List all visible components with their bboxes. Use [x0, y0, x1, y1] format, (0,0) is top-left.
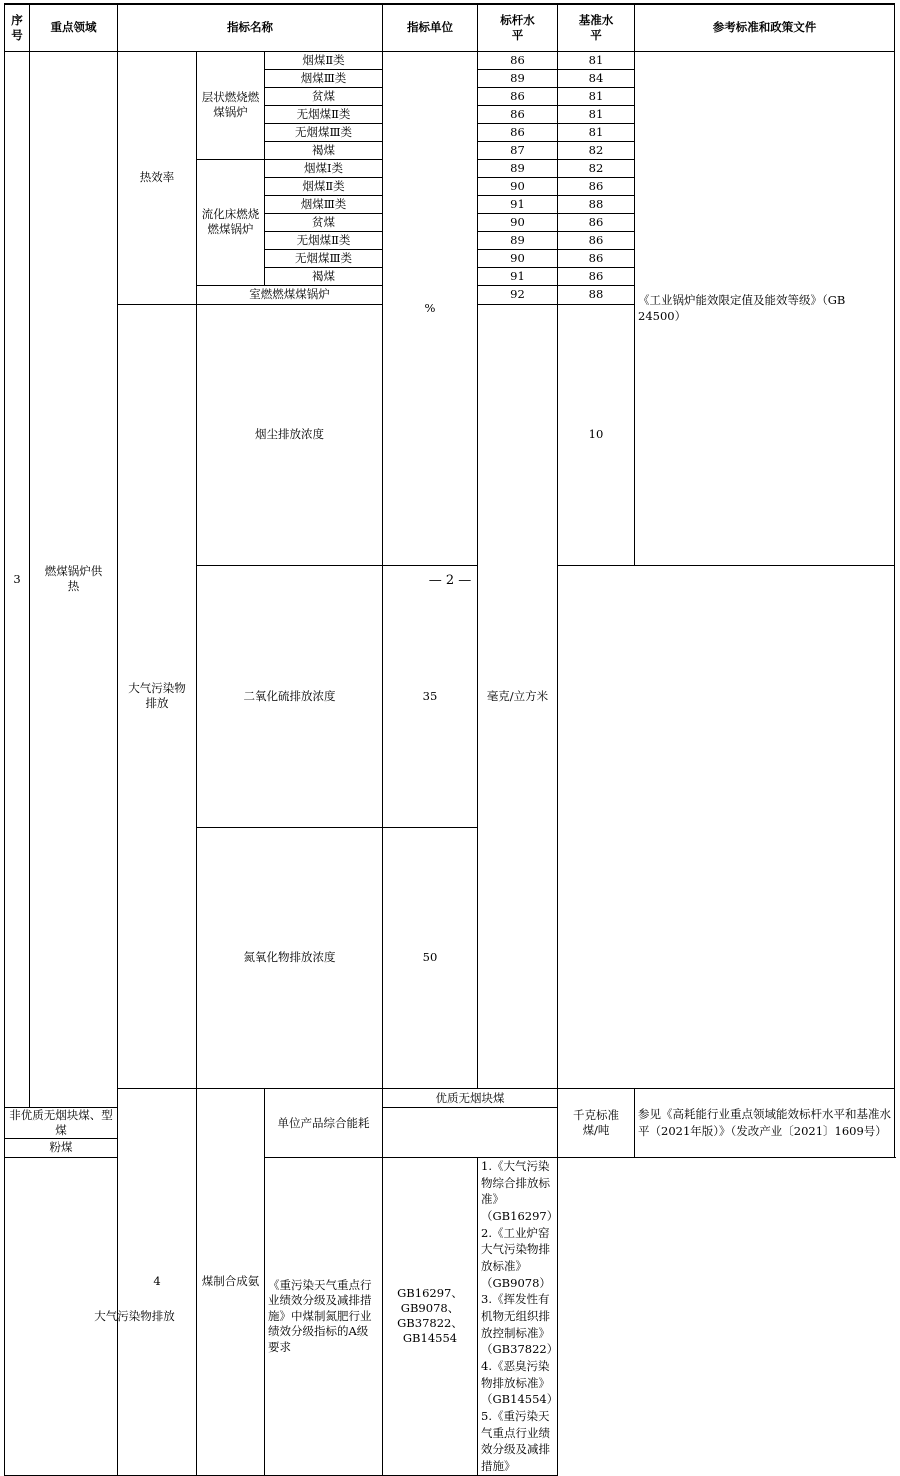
base-value: 86 [558, 231, 635, 249]
pollution-base: GB16297、GB9078、GB37822、GB14554 [383, 1157, 478, 1475]
base-value: 81 [558, 87, 635, 105]
table-row [5, 1157, 895, 1475]
energy-unit: 千克标准煤/吨 [558, 1089, 635, 1158]
coal-type: 烟煤Ⅲ类 [265, 69, 383, 87]
header-row [5, 4, 895, 51]
reference-line: 3.《挥发性有机物无组织排放控制标准》（GB37822） [481, 1292, 559, 1357]
header-baseline: 基准水平 [558, 4, 635, 51]
bench-value: 91 [478, 267, 558, 285]
thermal-label: 热效率 [118, 51, 197, 304]
coal-type: 无烟煤Ⅲ类 [265, 249, 383, 267]
pollution-label: 大气污染物排放 [5, 1157, 265, 1475]
pollutant-name: 二氧化硫排放浓度 [197, 566, 383, 828]
header-indicator: 指标名称 [118, 4, 383, 51]
base-value: 81 [558, 51, 635, 69]
coal-type: 贫煤 [265, 87, 383, 105]
bench-value: 86 [478, 105, 558, 123]
base-value: 82 [558, 159, 635, 177]
page-number: — 2 — [428, 573, 472, 588]
pollution-reference [478, 1157, 558, 1475]
base-value: 84 [558, 69, 635, 87]
bench-value: 90 [478, 213, 558, 231]
reference-line: 2.《工业炉窑大气污染物排放标准》（GB9078） [481, 1225, 551, 1290]
layered-boiler-label: 层状燃烧燃煤锅炉 [197, 51, 265, 159]
base-value: 86 [558, 249, 635, 267]
seq-cell: 3 [5, 51, 30, 1108]
reference-line: 1.《大气污染物综合排放标准》（GB16297） [481, 1158, 559, 1223]
coal-type: 无烟煤Ⅱ类 [265, 105, 383, 123]
bench-value: 35 [383, 566, 478, 828]
bench-value: 92 [478, 285, 558, 304]
field-cell: 煤制合成氨 [197, 1089, 265, 1476]
base-value: 86 [558, 267, 635, 285]
chamber-boiler-label: 室燃燃煤煤锅炉 [197, 285, 383, 304]
energy-item: 粉煤 [5, 1138, 118, 1157]
coal-type: 无烟煤Ⅱ类 [265, 231, 383, 249]
pollution-unit: 毫克/立方米 [478, 304, 558, 1089]
header-reference: 参考标准和政策文件 [635, 4, 895, 51]
coal-type: 褐煤 [265, 141, 383, 159]
header-field: 重点领域 [30, 4, 118, 51]
bench-value: 89 [478, 69, 558, 87]
pollutant-name: 氮氧化物排放浓度 [197, 827, 383, 1089]
coal-type: 烟煤Ⅱ类 [265, 177, 383, 195]
coal-type: 褐煤 [265, 267, 383, 285]
energy-label: 单位产品综合能耗 [265, 1089, 383, 1158]
fluidized-boiler-label: 流化床燃烧燃煤锅炉 [197, 159, 265, 285]
coal-type: 贫煤 [265, 213, 383, 231]
bench-value: 86 [478, 87, 558, 105]
base-value: 88 [558, 195, 635, 213]
table-row [5, 51, 895, 69]
bench-value: 10 [558, 304, 635, 566]
bench-value: 89 [478, 231, 558, 249]
energy-item: 非优质无烟块煤、型煤 [5, 1108, 118, 1139]
field-cell: 燃煤锅炉供热 [30, 51, 118, 1108]
pollution-label: 大气污染物排放 [118, 304, 197, 1089]
bench-value: 86 [478, 123, 558, 141]
header-benchmark: 标杆水平 [478, 4, 558, 51]
coal-type: 无烟煤Ⅲ类 [265, 123, 383, 141]
bench-value: 90 [478, 249, 558, 267]
base-value: 86 [558, 177, 635, 195]
pollution-bench: 《重污染天气重点行业绩效分级及减排措施》中煤制氮肥行业绩效分级指标的A级要求 [265, 1157, 383, 1475]
base-value: 81 [558, 123, 635, 141]
reference-line: 4.《恶臭污染物排放标准》（GB14554） [481, 1359, 559, 1407]
bench-value: 87 [478, 141, 558, 159]
thermal-reference: 《工业锅炉能效限定值及能效等级》（GB 24500） [635, 51, 895, 566]
base-value: 81 [558, 105, 635, 123]
base-value: 88 [558, 285, 635, 304]
coal-type: 烟煤Ⅱ类 [265, 51, 383, 69]
energy-item: 优质无烟块煤 [383, 1089, 558, 1108]
standards-table [4, 3, 895, 1476]
bench-value: 89 [478, 159, 558, 177]
thermal-unit: % [383, 51, 478, 566]
coal-type: 烟煤Ⅰ类 [265, 159, 383, 177]
base-value: 82 [558, 141, 635, 159]
bench-value: 50 [383, 827, 478, 1089]
bench-value: 86 [478, 51, 558, 69]
seq-cell: 4 [118, 1089, 197, 1476]
energy-reference: 参见《高耗能行业重点领域能效标杆水平和基准水平（2021年版）》（发改产业〔2021〕1609号） [635, 1089, 895, 1158]
pollutant-name: 烟尘排放浓度 [197, 304, 383, 566]
bench-value: 91 [478, 195, 558, 213]
coal-type: 烟煤Ⅲ类 [265, 195, 383, 213]
base-value: 86 [558, 213, 635, 231]
header-unit: 指标单位 [383, 4, 478, 51]
reference-line: 5.《重污染天气重点行业绩效分级及减排措施》 [481, 1409, 550, 1474]
header-seq: 序号 [5, 4, 30, 51]
table-row [5, 1089, 895, 1108]
bench-value: 90 [478, 177, 558, 195]
